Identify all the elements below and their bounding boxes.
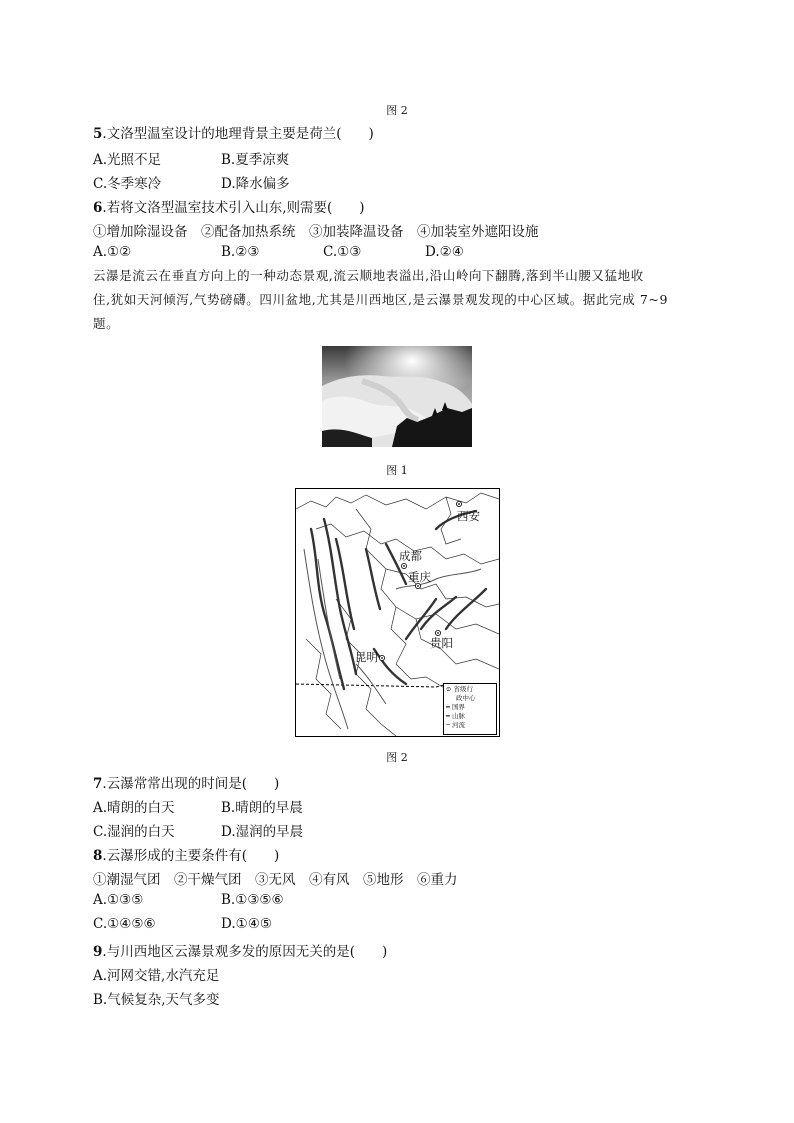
passage-line: 题。 xyxy=(93,316,120,331)
legend-border-label: 国界 xyxy=(452,703,465,711)
option-d: D.①④⑤ xyxy=(221,916,272,932)
question-5 xyxy=(93,122,374,142)
option-a: A.河网交错,水汽充足 xyxy=(93,968,220,984)
option-d: D.湿润的早晨 xyxy=(221,824,304,840)
passage-line: 住,犹如天河倾泻,气势磅礴。四川盆地,尤其是川西地区,是云瀑景观发现的中心区域。据此完成 7~9 xyxy=(93,292,669,307)
city-label-kunming: 昆明 xyxy=(355,650,378,664)
city-label-chongqing: 重庆 xyxy=(408,570,431,584)
map-legend xyxy=(443,683,497,735)
capital-symbol-icon: ⊙ xyxy=(446,685,452,693)
question-stem: .若将文洛型温室技术引入山东,则需要( ) xyxy=(102,200,365,216)
legend-capital-label-2: 政中心 xyxy=(456,694,476,702)
option-c: C.湿润的白天 xyxy=(93,824,175,840)
option-a: A.光照不足 xyxy=(93,152,162,168)
border-line-icon: ━ xyxy=(446,703,450,711)
option-b: B.夏季凉爽 xyxy=(221,152,290,168)
option-c: C.冬季寒冷 xyxy=(93,176,162,192)
legend-mountain xyxy=(444,712,496,721)
legend-river-label: 河流 xyxy=(452,721,465,729)
question-8 xyxy=(93,844,279,864)
option-b: B.晴朗的早晨 xyxy=(221,800,303,816)
option-c: C.①③ xyxy=(323,244,362,260)
city-label-xian: 西安 xyxy=(457,509,480,523)
question-items: ①潮湿气团 ②干燥气团 ③无风 ④有风 ⑤地形 ⑥重力 xyxy=(93,872,458,888)
city-label-guiyang: 贵阳 xyxy=(430,636,453,650)
option-c: C.①④⑤⑥ xyxy=(93,916,156,932)
figure-1-caption: 图 1 xyxy=(386,464,408,477)
legend-capital xyxy=(444,684,496,694)
passage-line: 云瀑是流云在垂直方向上的一种动态景观,流云顺地表溢出,沿山岭向下翻腾,落到半山腰又猛地收 xyxy=(93,268,644,283)
figure-caption-top: 图 2 xyxy=(386,104,408,117)
question-stem: .文洛型温室设计的地理背景主要是荷兰( ) xyxy=(102,126,374,142)
option-b: B.气候复杂,天气多变 xyxy=(93,992,220,1008)
question-number: 5 xyxy=(93,126,103,142)
question-number: 6 xyxy=(93,200,103,216)
question-6 xyxy=(93,196,365,216)
city-label-chengdu: 成都 xyxy=(399,549,422,563)
legend-capital-label: 省级行 xyxy=(453,685,474,693)
option-d: D.②④ xyxy=(425,244,464,260)
option-a: A.①② xyxy=(93,244,132,260)
question-stem: .云瀑形成的主要条件有( ) xyxy=(102,848,280,864)
figure-2-caption: 图 2 xyxy=(386,751,408,764)
legend-border xyxy=(444,703,496,712)
legend-river xyxy=(444,721,496,730)
question-7 xyxy=(93,772,279,792)
question-items: ①增加除湿设备 ②配备加热系统 ③加装降温设备 ④加装室外遮阳设施 xyxy=(93,224,539,240)
reading-passage xyxy=(93,264,713,336)
question-number: 7 xyxy=(93,776,103,792)
option-a: A.①③⑤ xyxy=(93,892,144,908)
option-a: A.晴朗的白天 xyxy=(93,800,175,816)
option-d: D.降水偏多 xyxy=(221,176,290,192)
legend-mountain-label: 山脉 xyxy=(452,712,465,720)
mountain-line-icon: ━ xyxy=(446,712,450,720)
question-number: 8 xyxy=(93,848,103,864)
option-b: B.①③⑤⑥ xyxy=(221,892,284,908)
question-number: 9 xyxy=(93,944,103,960)
question-stem: .与川西地区云瀑景观多发的原因无关的是( ) xyxy=(102,944,388,960)
option-b: B.②③ xyxy=(221,244,260,260)
river-line-icon: ─ xyxy=(446,721,450,729)
question-9 xyxy=(93,940,387,960)
question-stem: .云瀑常常出现的时间是( ) xyxy=(102,776,280,792)
cloud-waterfall-photo xyxy=(322,346,472,447)
